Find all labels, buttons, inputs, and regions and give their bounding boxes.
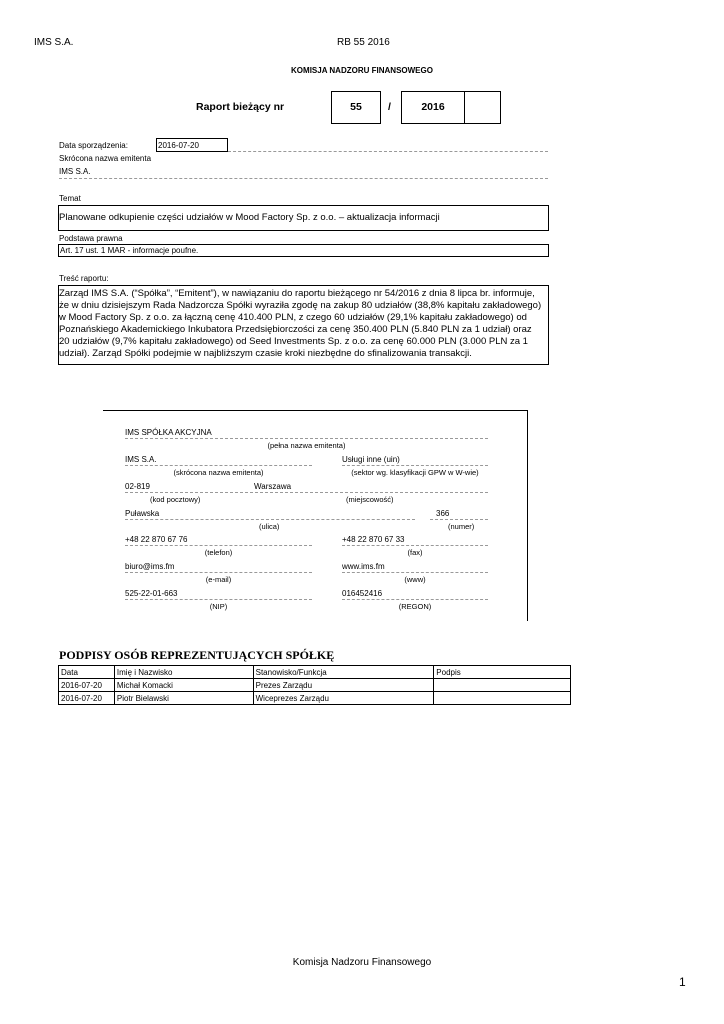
short-name-line: [59, 178, 548, 179]
subject-value: Planowane odkupienie części udziałów w Mood Factory Sp. z o.o. – aktualizacja informacji: [59, 212, 440, 223]
issuer-nip: 525-22-01-663: [125, 589, 178, 598]
cell-date: 2016-07-20: [59, 679, 115, 692]
date-line: [228, 151, 548, 152]
issuer-street: Puławska: [125, 509, 160, 518]
issuer-phone: +48 22 870 67 76: [125, 535, 188, 544]
issuer-fax: +48 22 870 67 33: [342, 535, 405, 544]
regon-caption: (REGON): [398, 602, 432, 611]
phone-caption: (telefon): [204, 548, 233, 557]
issuer-full-name: IMS SPÓŁKA AKCYJNA: [125, 428, 212, 437]
content-line: 20 udziałów (9,7% kapitału zakładowego) od Seed Investments Sp. z o.o. za cenę 60.000 PLN (3.000 PLN za 1: [59, 336, 528, 347]
content-line: że w dniu dzisiejszym Rada Nadzorcza Spółki wyraziła zgodę na zakup 80 udziałów (38,8% kapitału zakładowego): [59, 300, 542, 311]
issuer-short-name: IMS S.A.: [125, 455, 157, 464]
cell-signature: [434, 679, 571, 692]
short-name-value: IMS S.A.: [59, 167, 91, 176]
sector-caption: (sektor wg. klasyfikacji GPW w W-wie): [351, 468, 479, 477]
issuer-postal-code: 02-819: [125, 482, 150, 491]
report-separator: /: [388, 101, 391, 113]
issuer-city: Warszawa: [254, 482, 292, 491]
legal-basis-value: Art. 17 ust. 1 MAR - informacje poufne.: [60, 246, 199, 255]
rule: [125, 545, 312, 546]
rule: [125, 438, 488, 439]
cell-position: Prezes Zarządu: [253, 679, 434, 692]
issuer-regon: 016452416: [342, 589, 383, 598]
nip-caption: (NIP): [209, 602, 228, 611]
www-caption: (www): [404, 575, 426, 584]
issuer-www[interactable]: www.ims.fm: [342, 562, 385, 571]
rule: [342, 465, 488, 466]
short-name-caption: (skrócona nazwa emitenta): [173, 468, 264, 477]
full-name-caption: (pełna nazwa emitenta): [267, 441, 346, 450]
header-cell: Imię i Nazwisko: [114, 666, 253, 679]
table-row: [59, 692, 571, 705]
rule: [125, 465, 312, 466]
content-label: Treść raportu:: [59, 274, 109, 283]
rule: [125, 599, 312, 600]
rule: [342, 545, 488, 546]
legal-basis-label: Podstawa prawna: [59, 234, 123, 243]
date-value: 2016-07-20: [158, 141, 199, 150]
email-caption: (e-mail): [205, 575, 232, 584]
header-cell: Data: [59, 666, 115, 679]
subject-label: Temat: [59, 194, 81, 203]
rule: [125, 572, 312, 573]
signatures-table: [58, 665, 571, 705]
report-number: 55: [350, 101, 362, 113]
issuer-email[interactable]: biuro@ims.fm: [125, 562, 175, 571]
rule: [430, 519, 488, 520]
header-cell: Stanowisko/Funkcja: [253, 666, 434, 679]
fax-caption: (fax): [407, 548, 423, 557]
page-number: 1: [679, 975, 686, 989]
issuer-sector: Usługi inne (uin): [342, 455, 400, 464]
rule: [342, 599, 488, 600]
cell-position: Wiceprezes Zarządu: [253, 692, 434, 705]
header-cell: Podpis: [434, 666, 571, 679]
report-label: Raport bieżący nr: [196, 101, 285, 113]
content-line: w Mood Factory Sp. z o.o. za łączną cenę 410.400 PLN, z czego 60 udziałów (29,1% kapitału zakładowego) od: [59, 312, 527, 323]
short-name-label: Skrócona nazwa emitenta: [59, 154, 152, 163]
content-text: [59, 288, 549, 360]
table-row: [59, 679, 571, 692]
content-line: udział). Zarząd Spółki podejmie w najbliższym czasie kroki niezbędne do sfinalizowania transakcji.: [59, 348, 472, 359]
cell-name: Piotr Bielawski: [114, 692, 253, 705]
header-report-id: RB 55 2016: [337, 37, 390, 48]
table-header-row: [59, 666, 571, 679]
content-line: Zarząd IMS S.A. (“Spółka”, “Emitent”), w nawiązaniu do raportu bieżącego nr 54/2016 z dnia 8 lipca br. informuje,: [59, 288, 535, 299]
cell-signature: [434, 692, 571, 705]
header-issuer: IMS S.A.: [34, 37, 74, 48]
report-year: 2016: [421, 101, 445, 113]
city-caption: (miejscowość): [346, 495, 394, 504]
rule: [125, 492, 488, 493]
issuer-number: 366: [436, 509, 450, 518]
cell-date: 2016-07-20: [59, 692, 115, 705]
rule: [125, 519, 415, 520]
report-extra-box: [464, 91, 501, 124]
cell-name: Michał Komacki: [114, 679, 253, 692]
street-caption: (ulica): [259, 522, 280, 531]
rule: [342, 572, 488, 573]
footer-authority: Komisja Nadzoru Finansowego: [292, 957, 432, 968]
signatures-title: PODPISY OSÓB REPREZENTUJĄCYCH SPÓŁKĘ: [59, 648, 335, 662]
number-caption: (numer): [448, 522, 475, 531]
postal-code-caption: (kod pocztowy): [150, 495, 201, 504]
date-label: Data sporządzenia:: [59, 141, 128, 150]
authority-title: KOMISJA NADZORU FINANSOWEGO: [291, 66, 433, 75]
content-line: Poznańskiego Akademickiego Inkubatora Przedsiębiorczości za cenę 350.400 PLN (5.840 PLN za 1 udział) oraz: [59, 324, 532, 335]
